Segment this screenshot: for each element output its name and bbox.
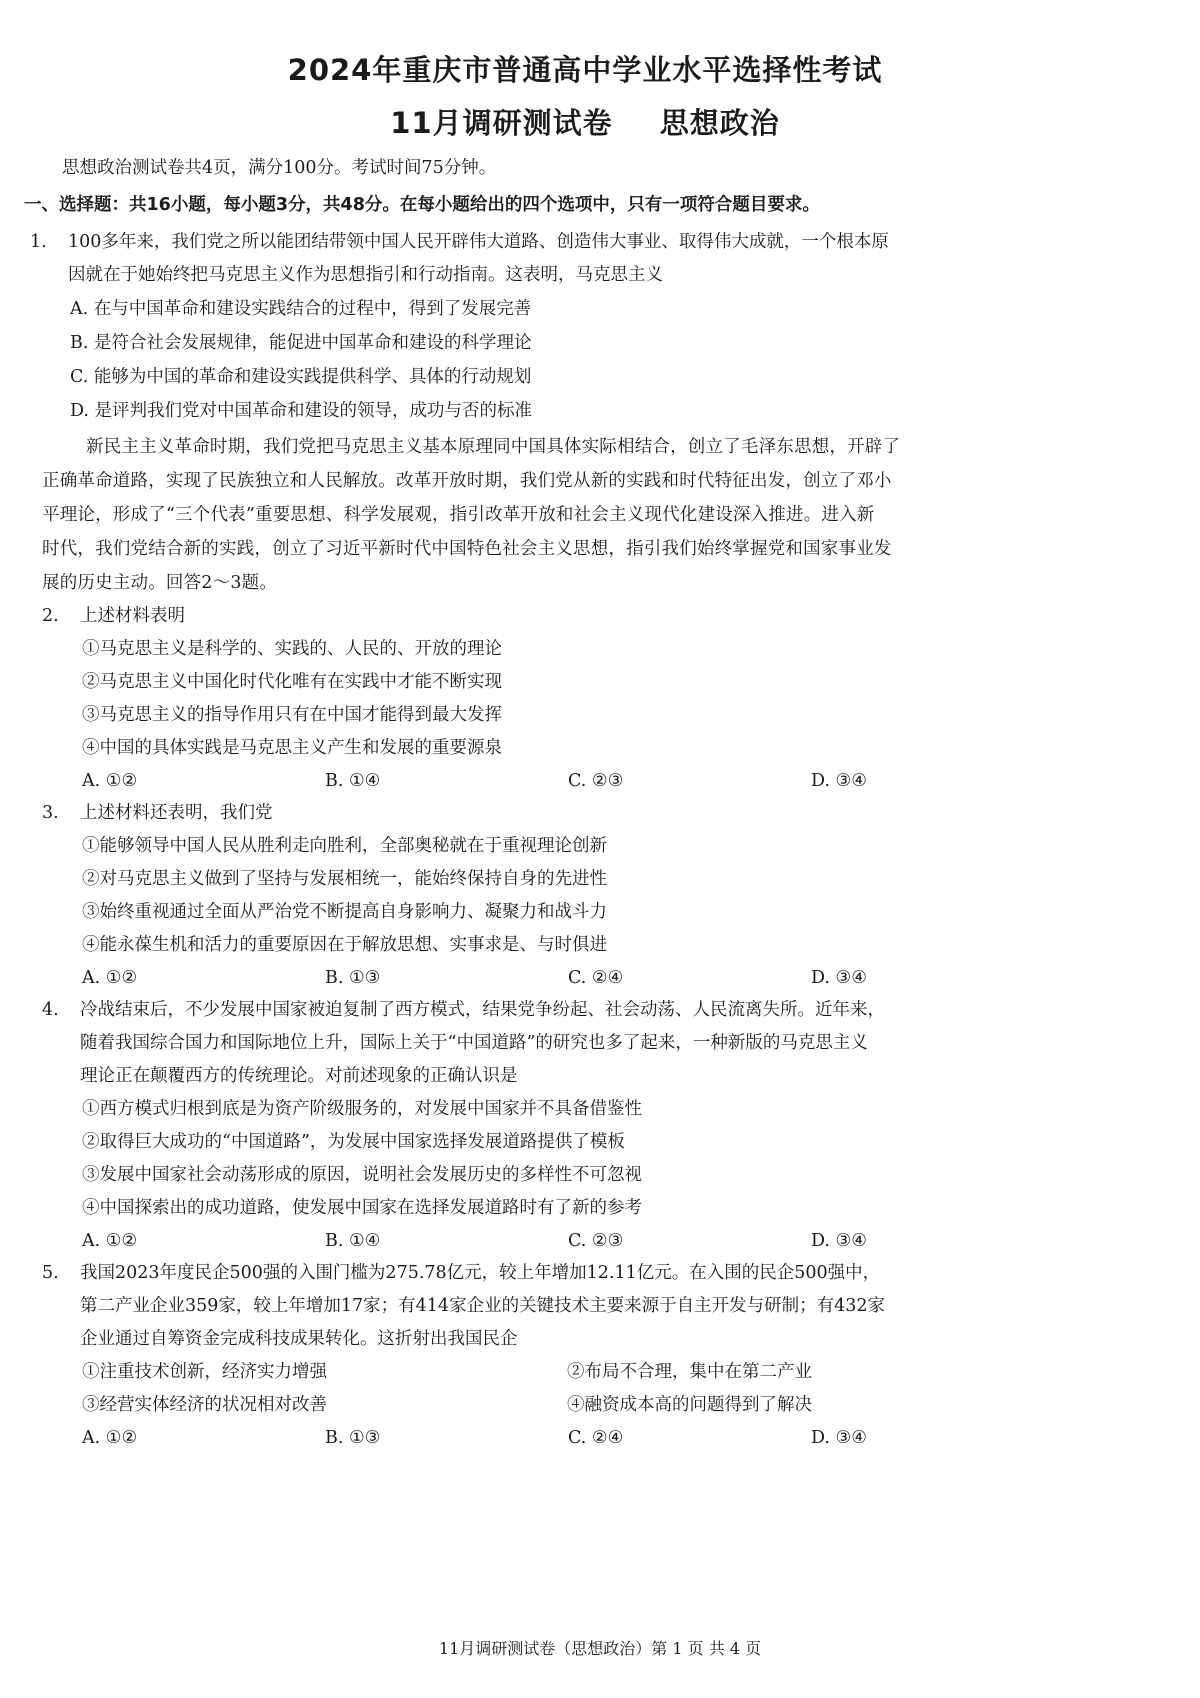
question-3 — [42, 797, 1140, 830]
question-1 — [30, 226, 1140, 292]
choice-b: B. ①④ — [325, 771, 381, 791]
statement-2: ②布局不合理，集中在第二产业 — [567, 1362, 812, 1382]
statement-3: ③始终重视通过全面从严治党不断提高自身影响力、凝聚力和战斗力 — [82, 902, 607, 922]
statement-4: ④中国探索出的成功道路，使发展中国家在选择发展道路时有了新的参考 — [82, 1198, 642, 1218]
question-stem-line: 企业通过自筹资金完成科技成果转化。这折射出我国民企 — [80, 1329, 518, 1349]
material-line: 新民主主义革命时期，我们党把马克思主义基本原理同中国具体实际相结合，创立了毛泽东思想，开辟了 — [86, 437, 901, 457]
statement-3: ③马克思主义的指导作用只有在中国才能得到最大发挥 — [82, 705, 502, 725]
choice-a: A. ①② — [82, 1231, 138, 1251]
question-stem-line: 因就在于她始终把马克思主义作为思想指引和行动指南。这表明，马克思主义 — [68, 265, 663, 285]
choice-b: B. ①③ — [325, 1428, 381, 1448]
question-5 — [42, 1257, 1140, 1356]
question-stem-line: 第二产业企业359家，较上年增加17家；有414家企业的关键技术主要来源于自主开发与研制；有432家 — [80, 1296, 885, 1316]
question-stem-line: 上述材料还表明，我们党 — [80, 803, 273, 823]
exam-subtitle-test: 11月调研测试卷 — [390, 106, 613, 140]
statement-4: ④中国的具体实践是马克思主义产生和发展的重要源泉 — [82, 738, 502, 758]
statement-1: ①西方模式归根到底是为资产阶级服务的，对发展中国家并不具备借鉴性 — [82, 1099, 642, 1119]
choice-a: A. ①② — [82, 771, 138, 791]
question-stem-line: 100多年来，我们党之所以能团结带领中国人民开辟伟大道路、创造伟大事业、取得伟大成就，一个根本原 — [68, 232, 889, 252]
question-number: 2. — [42, 606, 59, 626]
question-stem-line: 冷战结束后，不少发展中国家被迫复制了西方模式，结果党争纷起、社会动荡、人民流离失所。近年来， — [80, 1000, 885, 1020]
choice-c: C. ②④ — [568, 968, 624, 988]
material-line: 展的历史主动。回答2～3题。 — [42, 573, 278, 593]
choice-d: D. ③④ — [811, 771, 867, 791]
question-stem-line: 上述材料表明 — [80, 606, 185, 626]
choice-d: D. ③④ — [811, 1428, 867, 1448]
answer-choices — [82, 962, 1140, 994]
choice-a: A. ①② — [82, 968, 138, 988]
choice-d: D. ③④ — [811, 1231, 867, 1251]
section-heading: 一、选择题：共16小题，每小题3分，共48分。在每小题给出的四个选项中，只有一项符合题目要求。 — [24, 195, 820, 215]
question-stem-line: 随着我国综合国力和国际地位上升，国际上关于“中国道路”的研究也多了起来，一种新版的马克思主义 — [80, 1033, 868, 1053]
question-stem-line: 我国2023年度民企500强的入围门槛为275.78亿元，较上年增加12.11亿元。在入围的民企500强中， — [80, 1263, 881, 1283]
statement-2: ②对马克思主义做到了坚持与发展相统一，能始终保持自身的先进性 — [82, 869, 607, 889]
reading-material — [30, 430, 1140, 600]
question-number: 4. — [42, 1000, 59, 1020]
choice-b: B. ①③ — [325, 968, 381, 988]
question-number: 1. — [30, 232, 47, 252]
statement-3: ③发展中国家社会动荡形成的原因，说明社会发展历史的多样性不可忽视 — [82, 1165, 642, 1185]
exam-subtitle — [30, 101, 1140, 142]
question-2 — [42, 600, 1140, 633]
option-a: A. 在与中国革命和建设实践结合的过程中，得到了发展完善 — [70, 299, 532, 319]
choice-c: C. ②④ — [568, 1428, 624, 1448]
answer-choices — [82, 1225, 1140, 1257]
choice-a: A. ①② — [82, 1428, 138, 1448]
statement-4: ④融资成本高的问题得到了解决 — [567, 1395, 812, 1415]
page-footer: 11月调研测试卷（思想政治）第 1 页 共 4 页 — [438, 1639, 762, 1658]
statement-1: ①马克思主义是科学的、实践的、人民的、开放的理论 — [82, 639, 502, 659]
choice-c: C. ②③ — [568, 771, 624, 791]
statement-2: ②取得巨大成功的“中国道路”，为发展中国家选择发展道路提供了模板 — [82, 1132, 625, 1152]
material-line: 正确革命道路，实现了民族独立和人民解放。改革开放时期，我们党从新的实践和时代特征出发，创立了邓小 — [42, 471, 892, 491]
statement-1: ①能够领导中国人民从胜利走向胜利，全部奥秘就在于重视理论创新 — [82, 836, 607, 856]
question-stem-line: 理论正在颠覆西方的传统理论。对前述现象的正确认识是 — [80, 1066, 518, 1086]
choice-c: C. ②③ — [568, 1231, 624, 1251]
material-line: 时代，我们党结合新的实践，创立了习近平新时代中国特色社会主义思想，指引我们始终掌握党和国家事业发 — [42, 539, 892, 559]
option-d: D. 是评判我们党对中国革命和建设的领导，成功与否的标准 — [70, 401, 533, 421]
choice-d: D. ③④ — [811, 968, 867, 988]
answer-choices — [82, 1422, 1140, 1454]
statement-4: ④能永葆生机和活力的重要原因在于解放思想、实事求是、与时俱进 — [82, 935, 607, 955]
option-b: B. 是符合社会发展规律，能促进中国革命和建设的科学理论 — [70, 333, 532, 353]
exam-intro: 思想政治测试卷共4页，满分100分。考试时间75分钟。 — [62, 158, 497, 178]
material-line: 平理论，形成了“三个代表”重要思想、科学发展观，指引改革开放和社会主义现代化建设深入推进。进入新 — [42, 505, 875, 525]
question-number: 3. — [42, 803, 59, 823]
statement-row — [82, 1356, 1140, 1389]
statement-row — [82, 1389, 1140, 1422]
answer-choices — [82, 765, 1140, 797]
statement-1: ①注重技术创新，经济实力增强 — [82, 1362, 327, 1382]
exam-title: 2024年重庆市普通高中学业水平选择性考试 — [287, 53, 883, 87]
question-4 — [42, 994, 1140, 1093]
option-c: C. 能够为中国的革命和建设实践提供科学、具体的行动规划 — [70, 367, 532, 387]
exam-subtitle-subject: 思想政治 — [659, 106, 780, 140]
statement-2: ②马克思主义中国化时代化唯有在实践中才能不断实现 — [82, 672, 502, 692]
statement-3: ③经营实体经济的状况相对改善 — [82, 1395, 327, 1415]
choice-b: B. ①④ — [325, 1231, 381, 1251]
question-number: 5. — [42, 1263, 59, 1283]
